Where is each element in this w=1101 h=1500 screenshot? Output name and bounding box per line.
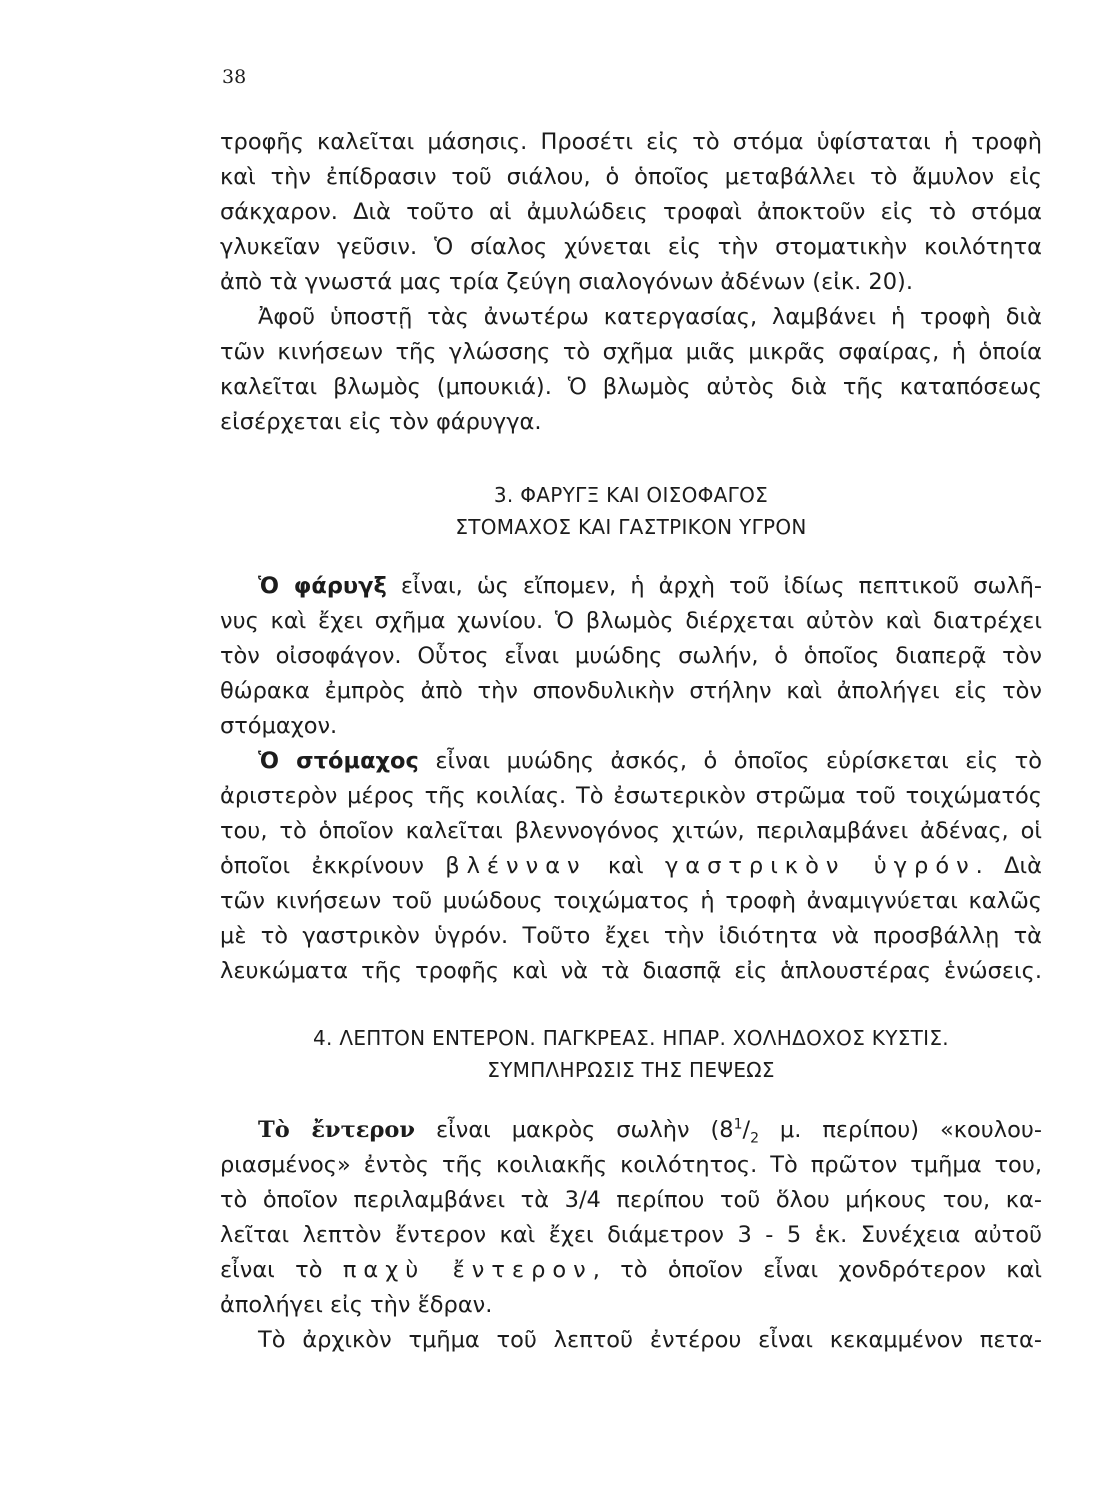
text-span: καὶ (586, 853, 665, 879)
text-line (220, 1255, 1042, 1285)
text-line: ἀπὸ τὰ γνωστά μας τρία ζεύγη σιαλογόνων ἀδένων (εἰκ. 20). (220, 269, 913, 295)
intestine-paragraph-first-line (258, 1115, 1042, 1145)
text-span: εἶναι, ὡς εἴπομεν, ἡ ἀρχὴ τοῦ ἰδίως πεπτικοῦ σωλῆ- (386, 573, 1042, 599)
section-3-heading: 3. ΦΑΡΥΓΞ ΚΑΙ ΟΙΣΟΦΑΓΟΣ (493, 483, 769, 507)
text-line: τὸν οἰσοφάγον. Οὗτος εἶναι μυώδης σωλήν, ὁ ὁποῖος διαπερᾷ τὸν (220, 643, 1042, 669)
spaced-term-mucus: βλένναν (445, 853, 587, 879)
term-stomach: Ὁ στόμαχος (258, 748, 419, 774)
text-span: μ. περίπου) «κουλου- (759, 1117, 1042, 1143)
text-span: εἶναι μυώδης ἀσκός, ὁ ὁποῖος εὑρίσκεται εἰς τὸ (418, 748, 1042, 774)
text-line: μὲ τὸ γαστρικὸν ὑγρόν. Τοῦτο ἔχει τὴν ἰδιότητα νὰ προσβάλλῃ τὰ (220, 923, 1042, 949)
spaced-term-large-intestine: παχὺ ἔντερον (342, 1257, 593, 1283)
fraction-denominator: 2 (750, 1130, 759, 1147)
text-line: λεῖται λεπτὸν ἔντερον καὶ ἔχει διάμετρον 3 - 5 ἑκ. Συνέχεια αὐτοῦ (220, 1222, 1042, 1248)
text-line: τῶν κινήσεων τοῦ μυώδους τοιχώματος ἡ τροφὴ ἀναμιγνύεται καλῶς (220, 888, 1042, 914)
text-line: του, τὸ ὁποῖον καλεῖται βλεννογόνος χιτών, περιλαμβάνει ἀδένας, οἱ (220, 818, 1042, 844)
text-line: νυς καὶ ἔχει σχῆμα χωνίου. Ὁ βλωμὸς διέρχεται αὐτὸν καὶ διατρέχει (220, 608, 1042, 634)
text-line: γλυκεῖαν γεῦσιν. Ὁ σίαλος χύνεται εἰς τὴν στοματικὴν κοιλότητα (220, 234, 1042, 260)
text-span: . Διὰ (975, 853, 1042, 879)
text-line: στόμαχον. (220, 713, 338, 739)
page-number: 38 (222, 66, 247, 88)
fraction-numerator: 1 (733, 1116, 743, 1133)
pharynx-paragraph-first-line (258, 571, 1042, 601)
spaced-term-gastric-juice: γαστρικὸν ὑγρόν (664, 853, 976, 879)
text-line: εἰσέρχεται εἰς τὸν φάρυγγα. (220, 409, 542, 435)
text-line: Ἀφοῦ ὑποστῇ τὰς ἀνωτέρω κατεργασίας, λαμβάνει ἡ τροφὴ διὰ (258, 304, 1042, 330)
text-line: Τὸ ἀρχικὸν τμῆμα τοῦ λεπτοῦ ἐντέρου εἶναι κεκαμμένον πετα- (258, 1327, 1042, 1353)
text-span: , τὸ ὁποῖον εἶναι χονδρότερον καὶ (592, 1257, 1043, 1283)
fraction-slash: / (742, 1117, 751, 1143)
text-span: εἶναι μακρὸς σωλὴν (8 (415, 1117, 734, 1143)
term-intestine: Τὸ ἔντερον (258, 1117, 416, 1143)
section-4-subheading: ΣΥΜΠΛΗΡΩΣΙΣ ΤΗΣ ΠΕΨΕΩΣ (487, 1058, 775, 1082)
text-line: καὶ τὴν ἐπίδρασιν τοῦ σιάλου, ὁ ὁποῖος μεταβάλλει τὸ ἄμυλον εἰς (220, 164, 1042, 190)
term-pharynx: Ὁ φάρυγξ (258, 573, 387, 599)
text-line (220, 851, 1042, 881)
text-line: τὸ ὁποῖον περιλαμβάνει τὰ 3/4 περίπου τοῦ ὅλου μήκους του, κα- (220, 1187, 1042, 1213)
text-line: λευκώματα τῆς τροφῆς καὶ νὰ τὰ διασπᾷ εἰς ἁπλουστέρας ἑνώσεις. (220, 958, 1042, 984)
stomach-paragraph-first-line (258, 746, 1042, 776)
section-4-heading: 4. ΛΕΠΤΟΝ ΕΝΤΕΡΟΝ. ΠΑΓΚΡΕΑΣ. ΗΠΑΡ. ΧΟΛΗΔΟΧΟΣ ΚΥΣΤΙΣ. (313, 1026, 949, 1050)
section-3-subheading: ΣΤΟΜΑΧΟΣ ΚΑΙ ΓΑΣΤΡΙΚΟΝ ΥΓΡΟΝ (455, 515, 807, 539)
text-span: ὁποῖοι ἐκκρίνουν (220, 853, 446, 879)
text-line: σάκχαρον. Διὰ τοῦτο αἱ ἀμυλώδεις τροφαὶ ἀποκτοῦν εἰς τὸ στόμα (220, 199, 1042, 225)
text-line: ἀπολήγει εἰς τὴν ἕδραν. (220, 1292, 493, 1318)
text-line: θώρακα ἐμπρὸς ἀπὸ τὴν σπονδυλικὴν στήλην καὶ ἀπολήγει εἰς τὸν (220, 678, 1042, 704)
text-line: τροφῆς καλεῖται μάσησις. Προσέτι εἰς τὸ στόμα ὑφίσταται ἡ τροφὴ (220, 129, 1042, 155)
text-line: ριασμένος» ἐντὸς τῆς κοιλιακῆς κοιλότητος. Τὸ πρῶτον τμῆμα του, (220, 1152, 1042, 1178)
text-span: εἶναι τὸ (220, 1257, 343, 1283)
text-line: τῶν κινήσεων τῆς γλώσσης τὸ σχῆμα μιᾶς μικρᾶς σφαίρας, ἡ ὁποία (220, 339, 1042, 365)
text-line: ἀριστερὸν μέρος τῆς κοιλίας. Τὸ ἐσωτερικὸν στρῶμα τοῦ τοιχώματός (220, 783, 1042, 809)
text-line: καλεῖται βλωμὸς (μπουκιά). Ὁ βλωμὸς αὐτὸς διὰ τῆς καταπόσεως (220, 374, 1042, 400)
